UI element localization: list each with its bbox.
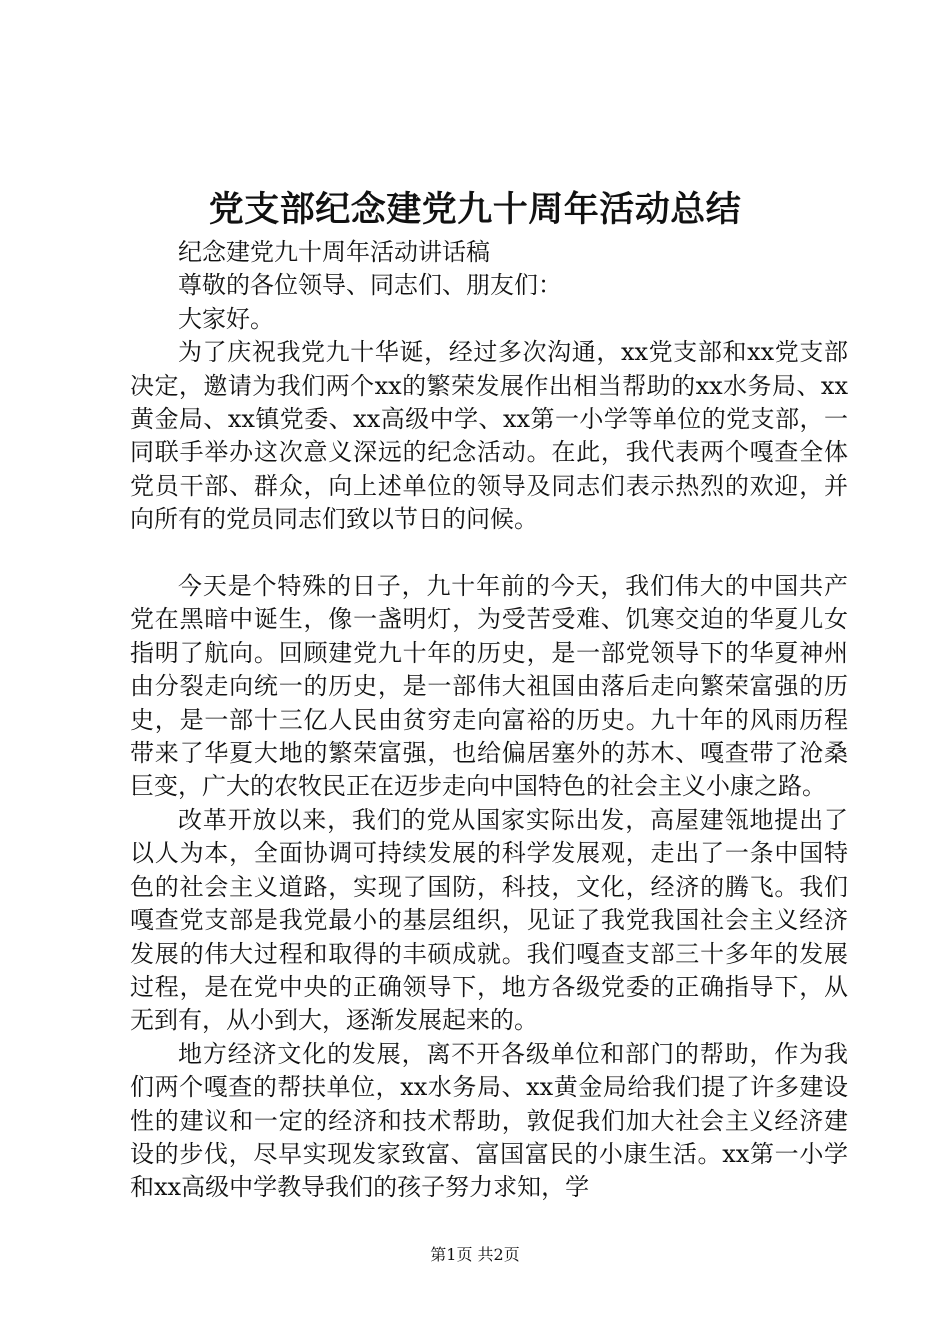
greeting: 大家好。 [178,304,274,333]
body-paragraph: 改革开放以来，我们的党从国家实际出发，高屋建瓴地提出了以人为本，全面协调可持续发展的科学发展观，走出了一条中国特色的社会主义道路，实现了国防，科技，文化，经济的腾飞。我们嘎查党支部是我党最小的基层组织，见证了我党我国社会主义经济发展的伟大过程和取得的丰硕成就。我们嘎查支部三十多年的发展过程，是在党中央的正确领导下，地方各级党委的正确指导下，从无到有，从小到大，逐渐发展起来的。 [130,805,848,1035]
page-footer: 第1页 共2页 [430,1245,520,1264]
body-paragraph: 为了庆祝我党九十华诞，经过多次沟通，xx党支部和xx党支部决定，邀请为我们两个xx的繁荣发展作出相当帮助的xx水务局、xx黄金局、xx镇党委、xx高级中学、xx第一小学等单位的党支部，一同联手举办这次意义深远的纪念活动。在此，我代表两个嘎查全体党员干部、群众，向上述单位的领导及同志们表示热烈的欢迎，并向所有的党员同志们致以节日的问候。 [130,338,848,534]
body-paragraph: 地方经济文化的发展，离不开各级单位和部门的帮助，作为我们两个嘎查的帮扶单位，xx水务局、xx黄金局给我们提了许多建设性的建议和一定的经济和技术帮助，敦促我们加大社会主义经济建设的步伐，尽早实现发家致富、富国富民的小康生活。xx第一小学和xx高级中学教导我们的孩子努力求知，学 [130,1039,848,1202]
speech-heading: 纪念建党九十周年活动讲话稿 [178,238,490,266]
salutation: 尊敬的各位领导、同志们、朋友们： [178,271,562,300]
document-title: 党支部纪念建党九十周年活动总结 [208,189,742,230]
body-paragraph: 今天是个特殊的日子，九十年前的今天，我们伟大的中国共产党在黑暗中诞生，像一盏明灯，为受苦受难、饥寒交迫的华夏儿女指明了航向。回顾建党九十年的历史，是一部党领导下的华夏神州由分裂走向统一的历史，是一部伟大祖国由落后走向繁荣富强的历史，是一部十三亿人民由贫穷走向富裕的历史。九十年的风雨历程带来了华夏大地的繁荣富强，也给偏居塞外的苏木、嘎查带了沧桑巨变，广大的农牧民正在迈步走向中国特色的社会主义小康之路。 [130,572,848,801]
document-body [130,236,848,1205]
